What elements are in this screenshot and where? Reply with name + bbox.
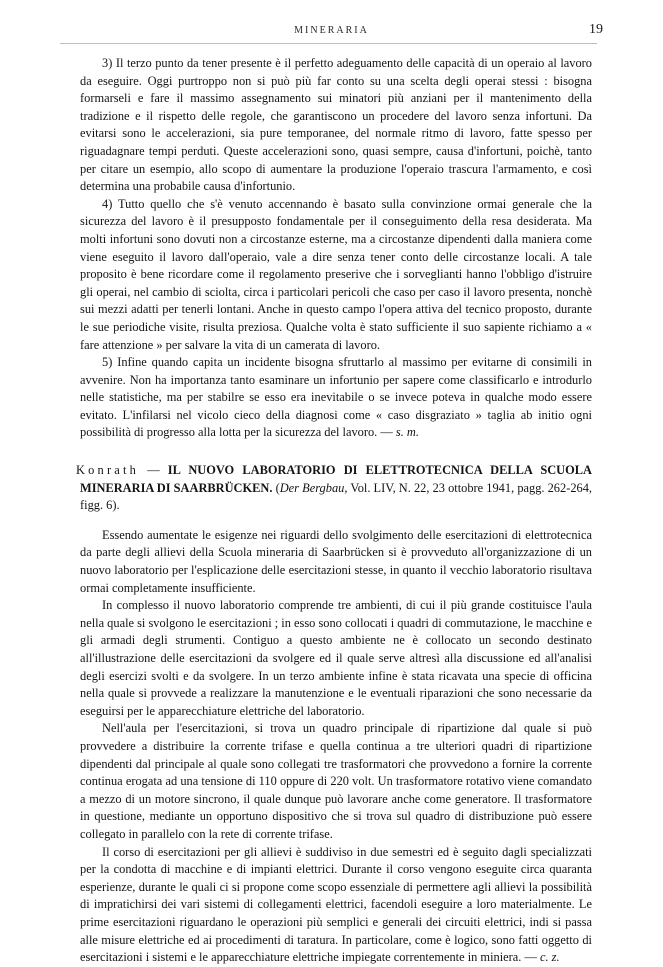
paragraph-course-text: Il corso di esercitazioni per gli allievi è suddiviso in due semestri ed è seguito dagli specializzati per la condotta di macchine e di impianti elettrici. Durante il corso vengono eseguite circa quaranta esperienze, durante le quali ci si propone come scopo essenziale di permettere agli allievi la possibilità di impratichirsi dei vari sistemi di collegamenti elettrici, facendoli eseguire a loro materialmente. Le prime esercitazioni riguardano le operazioni più semplici e generali dei circuiti elettrici, indi si passa alle misure elettriche ed ai procedimenti di taratura. In particolare, come è logico, sono fatti oggetto di esercitazioni i sistemi e le apparecchiature elettriche impiegate correntemente in miniera. — bbox=[80, 844, 592, 965]
paragraph-point-3: 3) Il terzo punto da tener presente è il perfetto adeguamento delle capacità di un operaio al lavoro da eseguire. Oggi purtroppo non si può più far conto su una scelta degli operai stessi : bisogna formarseli e fare il massimo assegnamento sui minatori più anziani per il mantenimento della tradizione e il rispetto delle regole, che garantiscono un procedere del lavoro senza infortuni. Da evitarsi sono le accelerazioni, sia pure temporanee, del normale ritmo di lavoro, fatte spesso per riguadagnare tempi perduti. Queste accelerazioni sono, quasi sempre, causa d'infortuni, poichè, tanto per citare un esempio, allo scopo di aumentare la produzione l'operaio trascura l'armamento, e così determina una probabile causa d'infortunio. bbox=[80, 56, 592, 194]
heading-dash: — bbox=[147, 463, 160, 478]
running-head: MINERARIA bbox=[294, 25, 369, 36]
article-title-line-1: IL NUOVO LABORATORIO DI ELETTROTECNICA DELLA SCUOLA bbox=[167, 463, 592, 478]
source-pages: pagg. 262-264, figg. 6). bbox=[80, 480, 593, 513]
page-number: 19 bbox=[589, 22, 603, 37]
paragraph-classroom: Nell'aula per l'esercitazioni, si trova un quadro principale di ripartizione dal quale si può provvedere a distribuire la corrente trifase e quella continua a tre ulteriori quadri di ripartizione dipendenti dal principale al quale sono collegati tre trasformatori che provvedono a fornire la corrente continua erogata ad una tensione di 110 oppure di 220 volt. Un trasformatore rotativo viene comandato a mezzo di un motore sincrono, il quale dunque può lavorare anche come generatore. Il trasformatore in questione, mediante un opportuno dispositivo che si trova sul quadro di distribuzione può essere collegato in parallelo con la rete di corrente trifase. bbox=[80, 721, 592, 841]
paragraph-course bbox=[80, 844, 592, 967]
header-rule bbox=[60, 43, 597, 44]
source-open-paren: ( bbox=[275, 480, 280, 495]
paragraph-point-5 bbox=[80, 354, 592, 442]
source-journal: Der Bergbau, bbox=[279, 480, 348, 495]
page-body bbox=[76, 55, 593, 967]
paragraph-point-5-text: 5) Infine quando capita un incidente bisogna sfruttarlo al massimo per evitarne di consimili in avvenire. Non ha importanza tanto esaminare un infortunio per sapere come classificarlo e introdurlo nelle statistiche, ma per stabilre se esso era inevitabile o se invece poteva in qualche modo essere evitato. L'infilarsi nel vicolo cieco della diagnosi come « caso disgraziato » taglia ab initio ogni possibilità di progresso alla lotta per la sicurezza del lavoro. — bbox=[80, 355, 592, 440]
paragraph-point-4: 4) Tutto quello che s'è venuto accennando è basato sulla convinzione ormai generale che la sicurezza del lavoro è il presupposto fondamentale per il conseguimento della resa desiderata. Ma molti infortuni sono dovuti non a circostanze esterne, ma a circostanze dipendenti dalla maniera come viene eseguito il lavoro dall'operaio, vale a dire senza tener conto delle circostanze locali. A tale proposito è bene ricordare come il regolamento preserive che i sorveglianti hanno l'obbligo d'istruire gli operai, nel cambio di sciolta, circa i particolari pericoli che caso per caso il lavoro presenta, nonchè sui mezzi adatti per tenerli lontani. Anche in questo campo l'opera attiva del tecnico proposto, durante le sue periodiche visite, risulta preziosa. Qualche volta è stato sufficiente il suo sapiente richiamo a « fare attenzione » per salvare la vita di un camerata di lavoro. bbox=[80, 196, 592, 352]
article-title-line-2: MINERARIA DI SAARBRÜCKEN. bbox=[80, 480, 273, 495]
paragraph-rooms: In complesso il nuovo laboratorio comprende tre ambienti, di cui il più grande costituisce l'aula nella quale si svolgono le esercitazioni ; in esso sono collocati i quadri di commutazione, le macchine e gli armadi degli strumenti. Contiguo a questo ambiente ne è collocato un secondo destinato all'illustrazione delle esercitazioni da svolgere ed il quale serve altresì alla discussione ed all'analisi degli esercizi svolti e da svolgere. In un terzo ambiente infine è stata ricavata una specie di officina nella quale si provvede a realizzare la manutenzione e le eventuali riparazioni che sono necessarie da eseguirsi per le apparecchiature elettriche del laboratorio. bbox=[80, 598, 592, 718]
source-details: Vol. LIV, N. 22, 23 ottobre 1941, bbox=[350, 480, 515, 495]
article-author: Konrath bbox=[76, 463, 140, 478]
author-initials-cz: c. z. bbox=[539, 950, 560, 965]
page-header bbox=[60, 22, 603, 42]
article-heading bbox=[76, 462, 593, 515]
paragraph-intro: Essendo aumentate le esigenze nei riguardi dello svolgimento delle esercitazioni di elettrotecnica da parte degli allievi della Scuola mineraria di Saarbrücken si è provveduto all'organizzazione di un nuovo laboratorio per l'esplicazione delle esercitazioni stesse, in quanto il vecchio laboratorio risultava ormai completamente insufficiente. bbox=[80, 527, 592, 595]
author-initials-sm: s. m. bbox=[395, 425, 419, 440]
